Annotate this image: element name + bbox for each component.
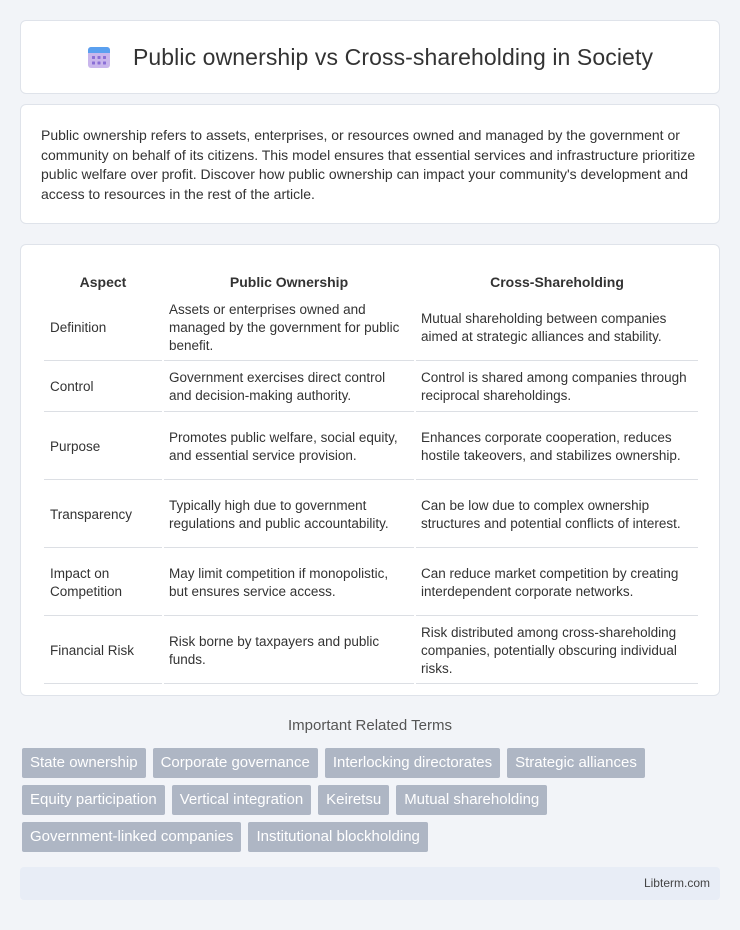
comparison-table: [42, 265, 700, 686]
footer-site-link[interactable]: Libterm.com: [643, 876, 710, 890]
intro-paragraph: Public ownership refers to assets, enterprises, or resources owned and managed by the government or community on behalf of its citizens. This model ensures that essential services and infrastructure prioritize public welfare over profit. Discover how public ownership can impact your community's development and access to resources in the rest of the article.: [41, 127, 696, 202]
cell-public: Promotes public welfare, social equity, and essential service provision.: [164, 414, 414, 480]
cell-aspect: Control: [44, 363, 162, 412]
tag-interlocking-directorates[interactable]: Interlocking directorates: [325, 748, 500, 778]
cell-public: May limit competition if monopolistic, but ensures service access.: [164, 550, 414, 616]
footer: [20, 867, 720, 900]
header-card: [20, 20, 720, 94]
tag-government-linked-companies[interactable]: Government-linked companies: [22, 822, 241, 852]
page-title: Public ownership vs Cross-shareholding in Society: [132, 43, 654, 70]
header-public-ownership: Public Ownership: [229, 274, 349, 290]
table-row: [44, 363, 698, 412]
table-row: [44, 618, 698, 684]
cell-public: Typically high due to government regulations and public accountability.: [164, 482, 414, 548]
cell-cross: Control is shared among companies through reciprocal shareholdings.: [416, 363, 698, 412]
header-cross-shareholding: Cross-Shareholding: [490, 274, 624, 290]
cell-aspect: Transparency: [44, 482, 162, 548]
table-row: [44, 482, 698, 548]
comparison-card: [20, 244, 720, 696]
cell-cross: Can be low due to complex ownership structures and potential conflicts of interest.: [416, 482, 698, 548]
related-terms-title: Important Related Terms: [288, 717, 452, 734]
tag-vertical-integration[interactable]: Vertical integration: [172, 785, 311, 815]
tag-equity-participation[interactable]: Equity participation: [22, 785, 165, 815]
tag-state-ownership[interactable]: State ownership: [22, 748, 146, 778]
cell-aspect: Financial Risk: [44, 618, 162, 684]
header-aspect: Aspect: [79, 274, 127, 290]
tag-institutional-blockholding[interactable]: Institutional blockholding: [248, 822, 427, 852]
tag-corporate-governance[interactable]: Corporate governance: [153, 748, 318, 778]
intro-card: [20, 104, 720, 224]
table-row: [44, 414, 698, 480]
cell-cross: Mutual shareholding between companies aimed at strategic alliances and stability.: [416, 295, 698, 361]
table-header-row: [44, 267, 698, 293]
cell-aspect: Purpose: [44, 414, 162, 480]
cell-cross: Enhances corporate cooperation, reduces hostile takeovers, and stabilizes ownership.: [416, 414, 698, 480]
cell-public: Government exercises direct control and decision-making authority.: [164, 363, 414, 412]
cell-public: Assets or enterprises owned and managed by the government for public benefit.: [164, 295, 414, 361]
cell-cross: Risk distributed among cross-shareholding companies, potentially obscuring individual risks.: [416, 618, 698, 684]
cell-aspect: Impact on Competition: [44, 550, 162, 616]
cell-aspect: Definition: [44, 295, 162, 361]
tag-keiretsu[interactable]: Keiretsu: [318, 785, 389, 815]
cell-cross: Can reduce market competition by creating interdependent corporate networks.: [416, 550, 698, 616]
tag-mutual-shareholding[interactable]: Mutual shareholding: [396, 785, 547, 815]
table-row: [44, 295, 698, 361]
table-row: [44, 550, 698, 616]
cell-public: Risk borne by taxpayers and public funds.: [164, 618, 414, 684]
tag-strategic-alliances[interactable]: Strategic alliances: [507, 748, 645, 778]
related-terms-list: [22, 748, 712, 859]
calendar-icon: [87, 45, 111, 69]
